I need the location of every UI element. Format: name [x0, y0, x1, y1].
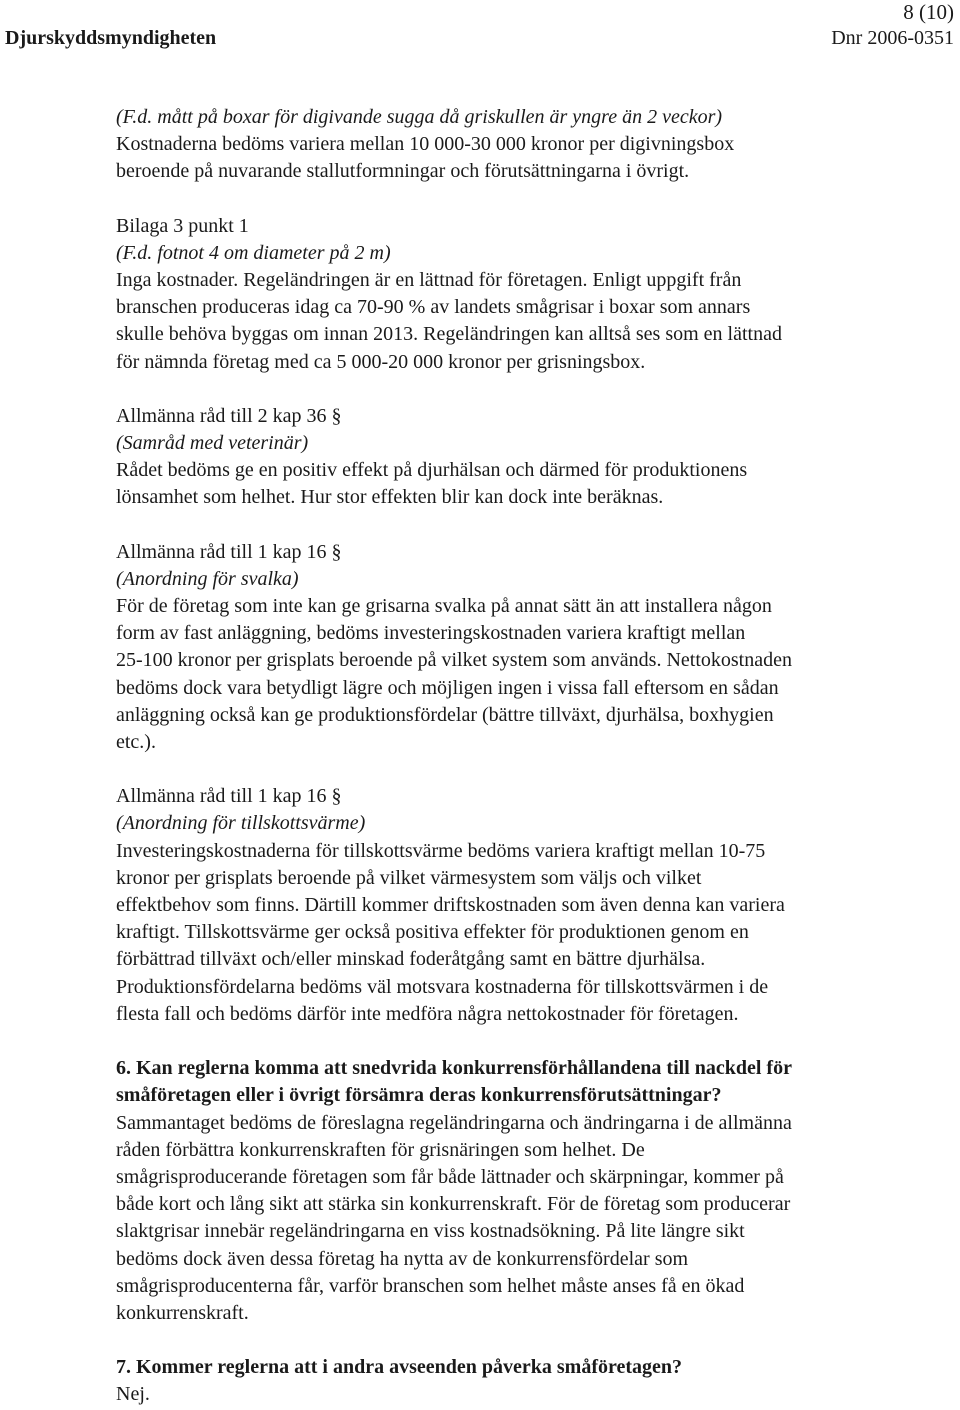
text-line: konkurrenskraft. [116, 1301, 249, 1324]
text-line: förbättrad tillväxt och/eller minskad foderåtgång samt en bättre djurhälsa. [116, 948, 706, 971]
text-line: kraftigt. Tillskottsvärme ger också positiva effekter för produktionen genom en [116, 921, 749, 944]
italic-subheading: (F.d. mått på boxar för digivande sugga då griskullen är yngre än 2 veckor) [116, 106, 723, 128]
text-line: kronor per grisplats beroende på vilket värmesystem som väljs och vilket [116, 866, 702, 889]
text-line: Rådet bedöms ge en positiv effekt på djurhälsan och därmed för produktionens [116, 459, 748, 482]
text-line: bedöms dock vara betydligt lägre och möjligen ingen i vissa fall eftersom en sådan [116, 676, 779, 699]
text-line: Bilaga 3 punkt 1 [116, 214, 249, 237]
text-line: smågrisproducerande företagen som får både lättnader och skärpningar, kommer på [116, 1165, 784, 1188]
paragraph [116, 403, 954, 512]
paragraph-gap [116, 1327, 954, 1354]
paragraph [116, 213, 954, 376]
text-line: både kort och lång sikt att stärka sin konkurrenskraft. För de företag som producerar [116, 1193, 791, 1216]
paragraph-gap [116, 186, 954, 213]
organization-name: Djurskyddsmyndigheten [5, 27, 217, 49]
paragraph [116, 1354, 954, 1408]
text-line: Produktionsfördelarna bedöms väl motsvara kostnaderna för tillskottsvärmen i de [116, 975, 769, 998]
text-line: form av fast anläggning, bedöms investeringskostnaden variera kraftigt mellan [116, 622, 746, 645]
section-heading: småföretagen eller i övrigt försämra deras konkurrensförutsättningar? [116, 1084, 722, 1107]
text-line: för nämnda företag med ca 5 000-20 000 kronor per grisningsbox. [116, 350, 646, 373]
text-line: Kostnaderna bedöms variera mellan 10 000-30 000 kronor per digivningsbox [116, 133, 735, 156]
paragraph-gap [116, 1028, 954, 1055]
text-line: anläggning också kan ge produktionsfördelar (bättre tillväxt, djurhälsa, boxhygien [116, 703, 774, 726]
text-line: råden förbättra konkurrenskraften för grisnäringen som helhet. De [116, 1138, 645, 1161]
text-line: Inga kostnader. Regeländringen är en lättnad för företagen. Enligt uppgift från [116, 269, 742, 292]
paragraph [116, 104, 954, 186]
document-reference: Dnr 2006-0351 [831, 27, 954, 49]
paragraph-gap [116, 376, 954, 403]
paragraph [116, 1055, 954, 1327]
text-line: lönsamhet som helhet. Hur stor effekten blir kan dock inte beräknas. [116, 486, 664, 509]
text-line: Nej. [116, 1383, 150, 1406]
text-line: slaktgrisar innebär regeländringarna en viss kostnadsökning. På lite längre sikt [116, 1220, 745, 1243]
text-line: Allmänna råd till 1 kap 16 § [116, 785, 342, 808]
paragraph-gap [116, 512, 954, 539]
text-line: bedöms dock även dessa företag ha nytta av de konkurrensfördelar som [116, 1247, 689, 1270]
text-line: 25-100 kronor per grisplats beroende på vilket system som används. Nettokostnaden [116, 649, 792, 672]
text-line: För de företag som inte kan ge grisarna svalka på annat sätt än att installera någon [116, 595, 772, 618]
italic-subheading: (F.d. fotnot 4 om diameter på 2 m) [116, 241, 391, 264]
text-line: Sammantaget bedöms de föreslagna regeländringarna och ändringarna i de allmänna [116, 1111, 792, 1134]
text-line: Investeringskostnaderna för tillskottsvärme bedöms variera kraftigt mellan 10-75 [116, 839, 766, 862]
paragraph [116, 539, 954, 757]
text-line: beroende på nuvarande stallutformningar och förutsättningarna i övrigt. [116, 160, 690, 183]
italic-subheading: (Anordning för svalka) [116, 567, 299, 590]
italic-subheading: (Samråd med veterinär) [116, 432, 309, 455]
text-line: Allmänna råd till 1 kap 16 § [116, 540, 342, 563]
text-line: etc.). [116, 731, 156, 754]
paragraph-gap [116, 756, 954, 783]
italic-subheading: (Anordning för tillskottsvärme) [116, 812, 366, 835]
page-number: 8 (10) [903, 0, 954, 24]
text-line: Allmänna råd till 2 kap 36 § [116, 404, 342, 427]
text-line: smågrisproducenterna får, varför branschen som helhet måste anses få en ökad [116, 1274, 745, 1297]
section-heading: 6. Kan reglerna komma att snedvrida konkurrensförhållandena till nackdel för [116, 1057, 792, 1080]
document-body [116, 104, 954, 1409]
text-line: flesta fall och bedöms därför inte medföra några nettokostnader för företagen. [116, 1002, 739, 1025]
section-heading: 7. Kommer reglerna att i andra avseenden påverka småföretagen? [116, 1356, 683, 1379]
text-line: effektbehov som finns. Därtill kommer driftskostnaden som även denna kan variera [116, 894, 785, 917]
text-line: branschen produceras idag ca 70-90 % av landets smågrisar i boxar som annars [116, 296, 751, 319]
paragraph [116, 783, 954, 1028]
page-header [0, 24, 960, 56]
text-line: skulle behöva byggas om innan 2013. Regeländringen kan alltså ses som en lättnad [116, 323, 782, 346]
